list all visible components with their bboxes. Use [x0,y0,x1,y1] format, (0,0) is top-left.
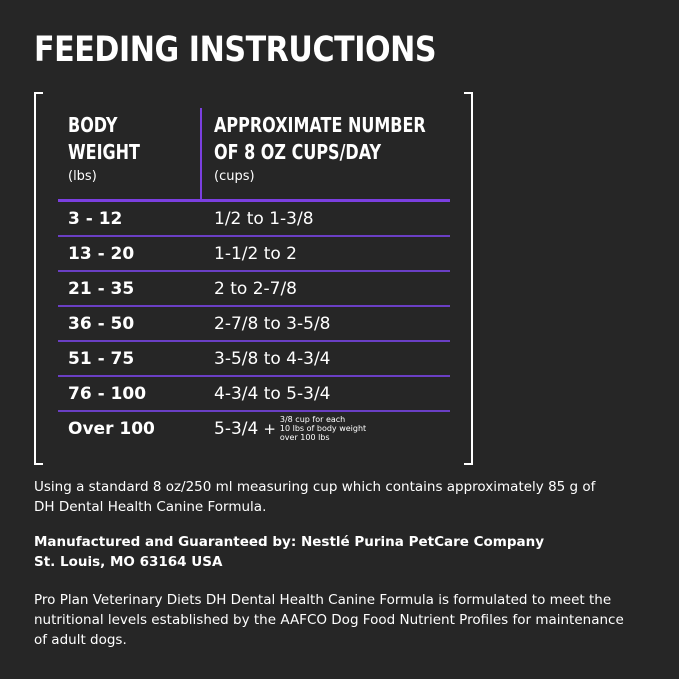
aafco-statement: Pro Plan Veterinary Diets DH Dental Health Canine Formula is formulated to meet the nutritional levels established by the AAFCO Dog Food Nutrient Profiles for maintenance of adult dogs. [34,592,624,648]
weight-cell: 36 - 50 [68,313,135,334]
header-divider [200,108,202,199]
table-row [58,199,450,235]
page-title: FEEDING INSTRUCTIONS [34,30,437,70]
table-row [58,305,450,340]
weight-cell: 13 - 20 [68,243,135,264]
weight-cell: 3 - 12 [68,208,123,229]
left-bracket-frame [34,92,43,465]
cups-cell [214,415,366,442]
cups-cell: 3-5/8 to 4-3/4 [214,348,331,369]
weight-cell: 21 - 35 [68,278,135,299]
cups-cell: 4-3/4 to 5-3/4 [214,383,331,404]
body-weight-unit: (lbs) [68,169,97,184]
weight-cell: 51 - 75 [68,348,135,369]
table-row [58,410,450,445]
weight-cell: Over 100 [68,418,155,439]
body-weight-header: BODY WEIGHT (lbs) [68,112,158,186]
manufacturer-info: Manufactured and Guaranteed by: Nestlé Purina PetCare Company St. Louis, MO 63164 USA [34,534,545,570]
plus-sign: + [263,419,276,438]
table-body [58,199,450,445]
cups-value: 5-3/4 [214,418,259,439]
weight-cell: 76 - 100 [68,383,147,404]
cups-cell: 2-7/8 to 3-5/8 [214,313,331,334]
table-row [58,235,450,270]
cups-cell: 2 to 2-7/8 [214,278,297,299]
extra-note: 3/8 cup for each 10 lbs of body weight over 100 lbs [279,415,367,442]
cups-cell: 1-1/2 to 2 [214,243,297,264]
table-row [58,270,450,305]
cups-cell: 1/2 to 1-3/8 [214,208,314,229]
table-row [58,340,450,375]
table-row [58,375,450,410]
measuring-cup-note: Using a standard 8 oz/250 ml measuring cup which contains approximately 85 g of DH Dental Health Canine Formula. [34,479,596,515]
cups-unit: (cups) [214,169,255,184]
cups-header: APPROXIMATE NUMBER OF 8 OZ CUPS/DAY (cups) [214,112,479,186]
